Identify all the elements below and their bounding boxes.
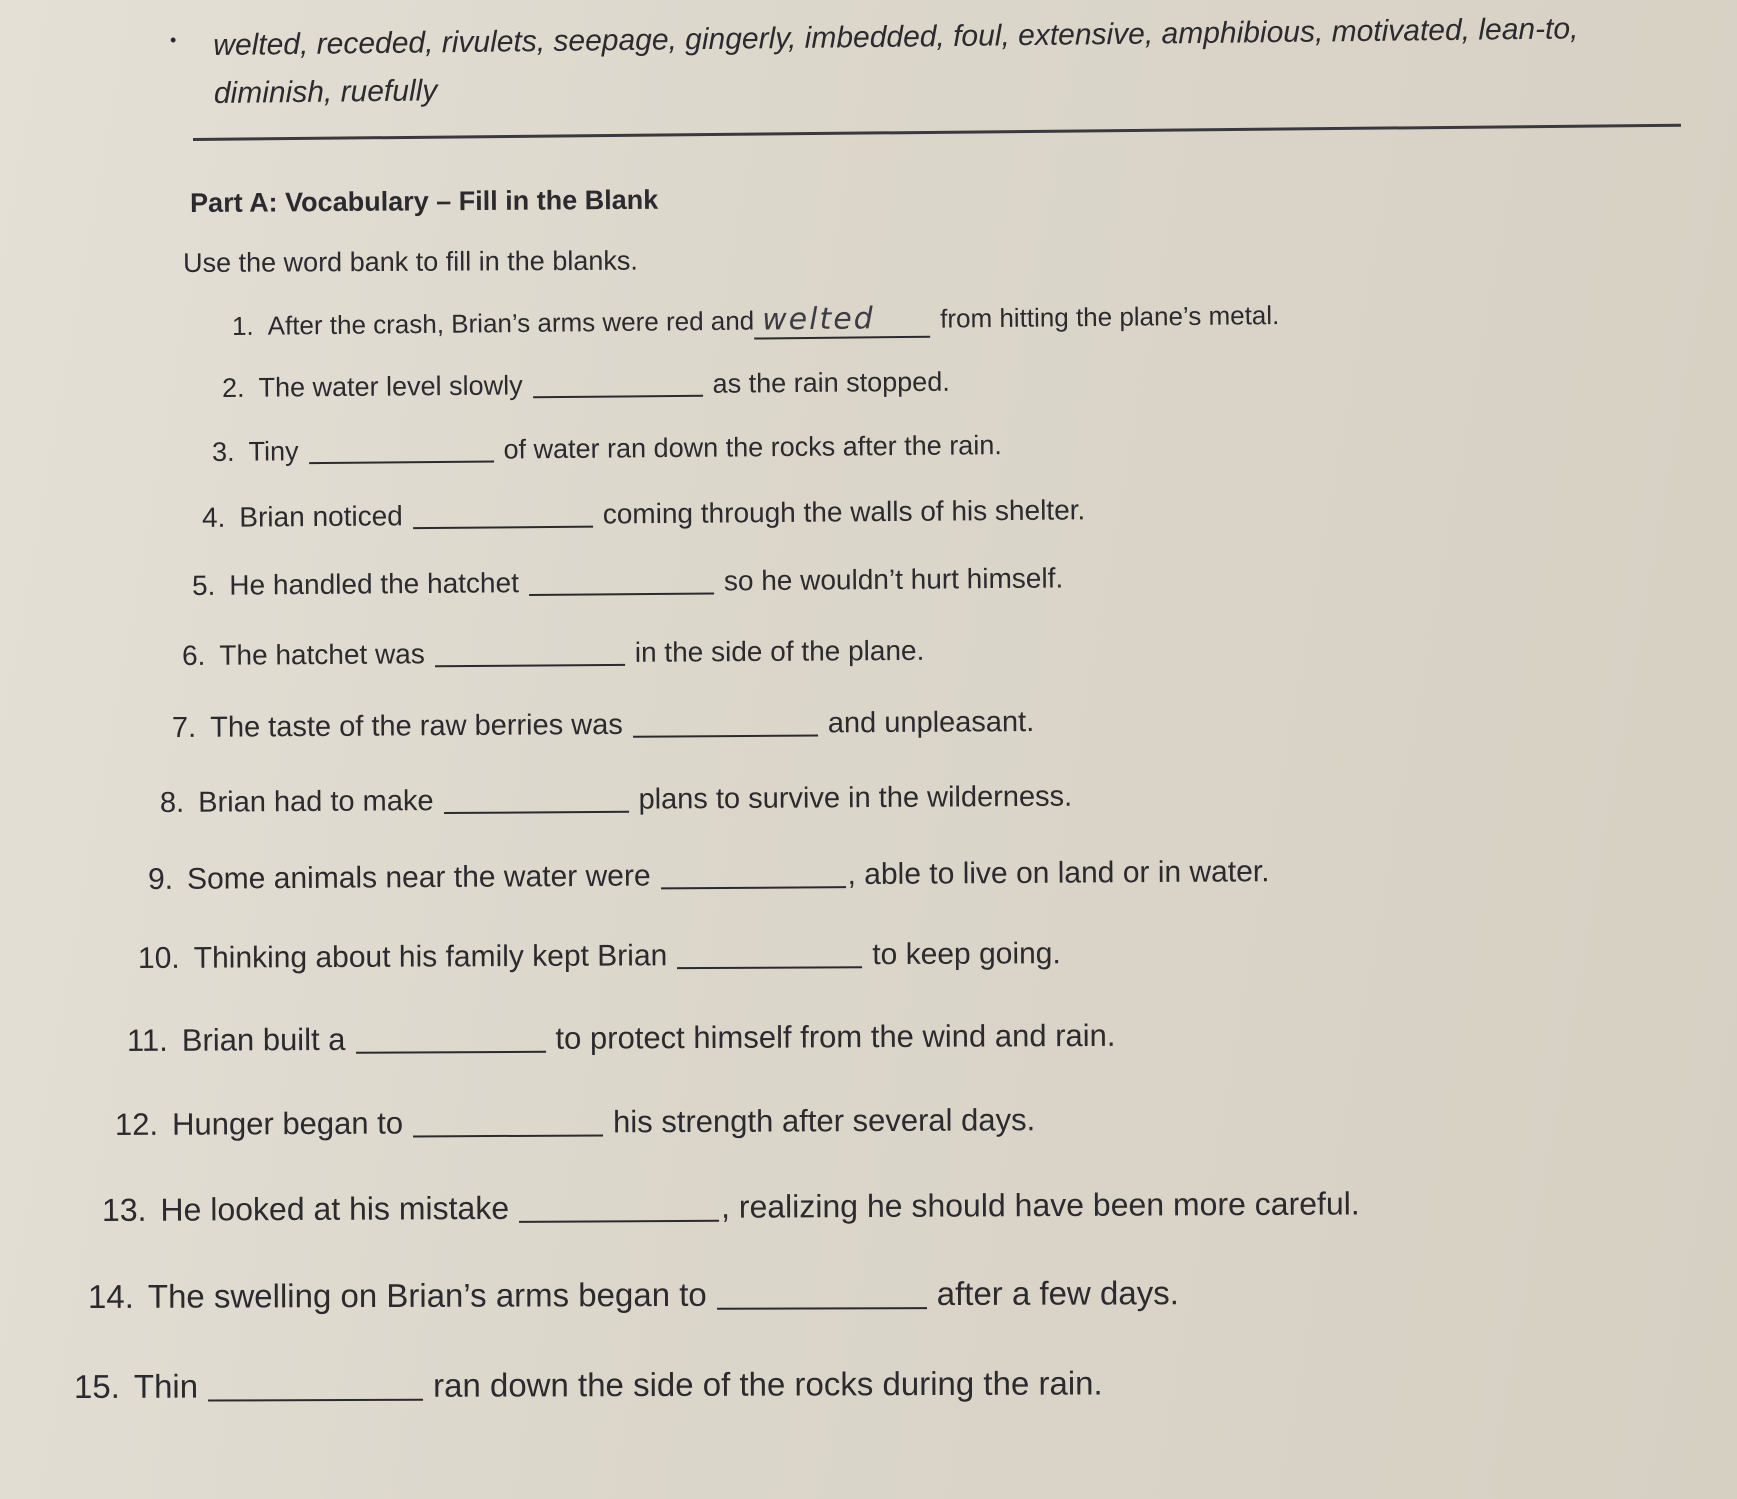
question-2: [222, 367, 950, 404]
answer-blank[interactable]: [661, 885, 846, 889]
question-text-after: after a few days.: [936, 1274, 1179, 1313]
question-number: 11.: [126, 1022, 168, 1058]
answer-blank[interactable]: [309, 460, 494, 465]
question-11: [127, 1018, 1116, 1059]
question-text-before: The swelling on Brian’s arms began to: [147, 1275, 707, 1315]
bullet-mark: •: [170, 30, 177, 50]
answer-blank[interactable]: [435, 663, 625, 667]
question-15: [74, 1364, 1103, 1406]
answer-blank[interactable]: [444, 810, 629, 814]
question-number: 12.: [114, 1106, 159, 1142]
answer-blank[interactable]: [677, 965, 862, 969]
question-number: 5.: [191, 569, 216, 601]
question-text-after: plans to survive in the wilderness.: [638, 780, 1073, 816]
answer-blank[interactable]: welted: [754, 301, 930, 340]
answer-blank[interactable]: [413, 525, 593, 530]
answer-blank[interactable]: [413, 1133, 603, 1137]
question-9: [148, 855, 1270, 897]
question-text-after: , able to live on land or in water.: [847, 855, 1270, 892]
question-text-before: The water level slowly: [258, 370, 523, 403]
question-12: [115, 1102, 1035, 1143]
answer-blank[interactable]: [208, 1398, 423, 1402]
question-text-after: to protect himself from the wind and rain.: [555, 1017, 1116, 1056]
question-number: 10.: [137, 941, 180, 975]
question-text-before: Brian noticed: [239, 500, 403, 533]
answer-blank[interactable]: [519, 1219, 719, 1223]
question-6: [182, 635, 925, 672]
question-7: [172, 706, 1034, 745]
question-number: 14.: [87, 1277, 134, 1315]
question-text-before: The taste of the raw berries was: [210, 708, 623, 744]
question-text-before: Thin: [133, 1367, 199, 1405]
question-number: 8.: [159, 786, 185, 819]
question-text-before: Tiny: [248, 436, 299, 467]
question-text-before: He looked at his mistake: [160, 1189, 510, 1228]
question-3: [212, 430, 1002, 468]
word-bank: welted, receded, rivulets, seepage, gingerly, imbedded, foul, extensive, amphibious, motivated, lean-to, diminish, ruefully: [213, 12, 1579, 110]
question-text-after: coming through the walls of his shelter.: [602, 494, 1086, 530]
question-text-after: to keep going.: [872, 937, 1061, 972]
answer-blank[interactable]: [633, 733, 818, 737]
answer-blank[interactable]: [529, 591, 714, 596]
question-text-after: as the rain stopped.: [712, 366, 950, 399]
question-text-after: his strength after several days.: [612, 1102, 1036, 1140]
question-4: [202, 494, 1086, 534]
question-10: [138, 937, 1061, 976]
question-text-after: of water ran down the rocks after the rain.: [503, 430, 1002, 465]
question-number: 7.: [171, 711, 197, 744]
question-number: 4.: [201, 501, 226, 533]
question-1: [232, 297, 1280, 345]
question-number: 3.: [211, 436, 235, 467]
question-text-after: and unpleasant.: [827, 705, 1035, 740]
part-title: Part A: Vocabulary – Fill in the Blank: [190, 184, 659, 218]
question-text-before: Brian built a: [181, 1021, 346, 1058]
question-13: [102, 1185, 1360, 1229]
question-text-before: Hunger began to: [172, 1105, 404, 1142]
question-14: [88, 1274, 1179, 1316]
question-number: 13.: [101, 1191, 147, 1228]
question-text-after: from hitting the plane’s metal.: [940, 300, 1280, 334]
question-text-before: He handled the hatchet: [229, 567, 520, 601]
question-text-before: Brian had to make: [198, 785, 434, 819]
answer-blank[interactable]: [717, 1306, 927, 1310]
question-8: [160, 781, 1072, 820]
instructions: Use the word bank to fill in the blanks.: [183, 245, 638, 278]
question-number: 15.: [73, 1367, 120, 1405]
question-text-before: After the crash, Brian’s arms were red and: [267, 305, 755, 341]
question-number: 1.: [231, 310, 254, 341]
question-text-after: , realizing he should have been more careful.: [720, 1185, 1360, 1225]
question-number: 9.: [147, 862, 174, 896]
question-text-before: Thinking about his family kept Brian: [193, 939, 668, 975]
question-text-after: so he wouldn’t hurt himself.: [723, 562, 1064, 597]
answer-blank[interactable]: [356, 1050, 546, 1054]
question-text-before: The hatchet was: [219, 638, 425, 671]
answer-blank[interactable]: [533, 394, 703, 398]
question-number: 2.: [221, 372, 245, 403]
question-text-after: in the side of the plane.: [634, 634, 925, 668]
question-5: [192, 562, 1063, 602]
question-text-before: Some animals near the water were: [186, 859, 651, 896]
divider-line: [193, 124, 1681, 141]
question-number: 6.: [181, 639, 206, 671]
question-text-after: ran down the side of the rocks during the rain.: [433, 1364, 1103, 1404]
